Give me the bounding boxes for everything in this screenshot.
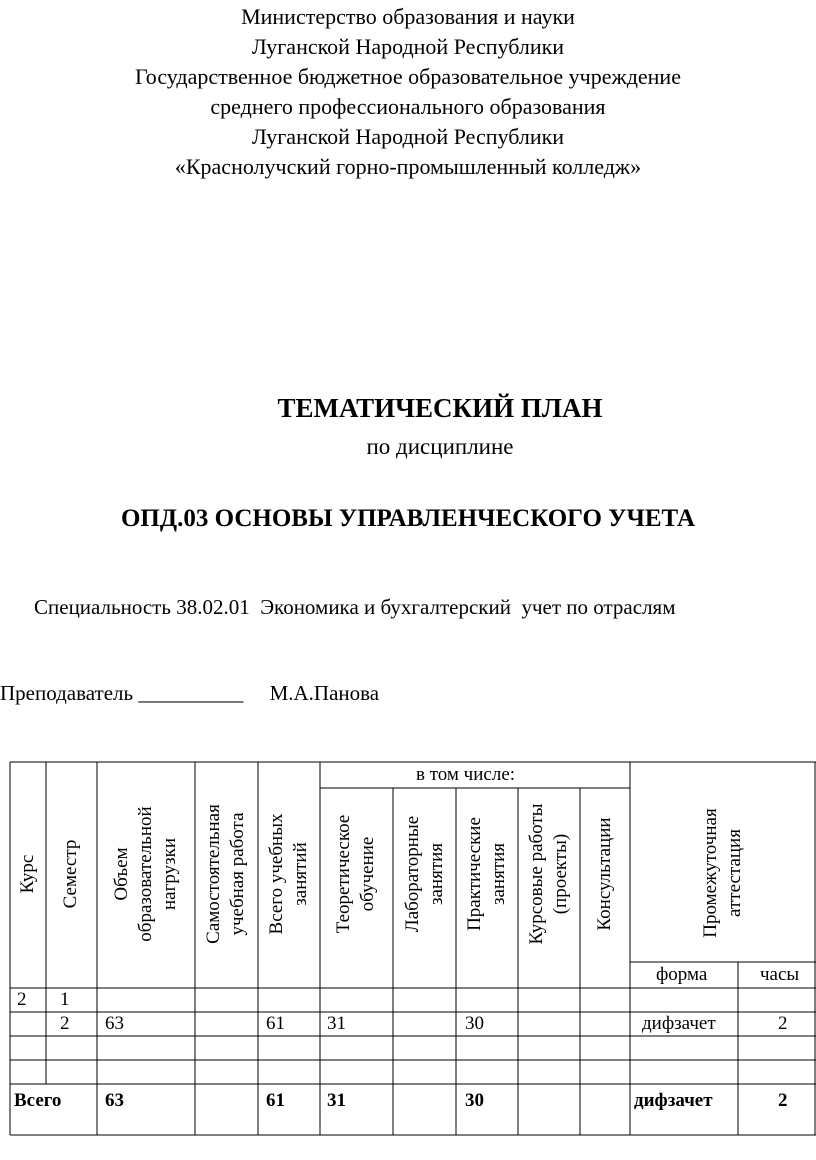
header-line: Государственное бюджетное образовательное учреждение [135,64,681,89]
total-label: Всего [14,1090,62,1111]
col-header-text: Объем [111,847,132,901]
table-cell: 30 [465,1013,484,1034]
col-header-vsego [265,799,313,949]
table-cell: 31 [327,1013,346,1034]
table-cell: 61 [266,1013,285,1034]
total-cell: дифзачет [634,1090,713,1111]
col-header-text: аттестация [724,829,745,917]
col-header-text: нагрузки [159,837,180,911]
col-header-text: Курсовые работы [526,803,547,945]
col-header-forma: форма [656,964,708,985]
col-header-chasy: часы [760,964,800,985]
col-header-kursovye [525,794,573,954]
col-header-text: Семестр [60,839,81,909]
col-header-semestr [59,824,83,924]
col-header-text: занятия [426,842,447,906]
col-header-text: Лабораторные [402,815,423,933]
col-header-text: Теоретическое [333,814,354,934]
col-header-text: учебная работа [227,812,248,936]
col-header-text: занятия [488,842,509,906]
group-header: в том числе: [416,764,516,785]
table-cell: 63 [105,1013,124,1034]
col-header-text: Консультации [594,817,615,931]
table-cell: 1 [60,989,70,1010]
total-cell: 31 [327,1090,346,1111]
col-header-text: Практические [464,817,485,931]
col-header-prakt [463,799,511,949]
col-header-text: Всего учебных [266,813,287,935]
document-subtitle: по дисциплине [366,434,514,459]
document-title: ТЕМАТИЧЕСКИЙ ПЛАН [277,393,603,423]
header-line: Министерство образования и науки [241,4,575,29]
header-line: Луганской Народной Республики [251,124,565,149]
col-header-lab [401,799,449,949]
table-cell: 2 [60,1013,70,1034]
col-header-attest [699,798,747,948]
total-cell: 61 [266,1090,285,1111]
col-header-obem [110,799,182,949]
header-line: «Краснолучский горно-промышленный колледж» [174,154,642,179]
col-header-text: Промежуточная [700,808,721,938]
col-header-kurs [16,824,40,924]
col-header-text: (проекты) [550,833,571,915]
table-cell: дифзачет [642,1013,716,1034]
table-cell: 2 [778,1013,788,1034]
discipline-name: ОПД.03 ОСНОВЫ УПРАВЛЕНЧЕСКОГО УЧЕТА [120,505,695,532]
col-header-text: Самостоятельная [203,804,224,944]
total-cell: 30 [465,1090,484,1111]
col-header-konsult [593,799,617,949]
header-line: среднего профессионального образования [210,94,606,119]
total-cell: 2 [778,1090,788,1111]
col-header-text: обучение [357,836,378,912]
col-header-samost [202,794,250,954]
table-cell: 2 [17,989,27,1010]
specialty-line: Специальность 38.02.01 Экономика и бухгалтерский учет по отраслям [34,595,676,619]
col-header-text: занятий [290,842,311,906]
header-line: Луганской Народной Республики [251,34,565,59]
teacher-line: Преподаватель __________ М.А.Панова [0,681,380,705]
col-header-text: Курс [17,854,38,894]
col-header-teor [332,799,380,949]
total-cell: 63 [105,1090,124,1111]
col-header-text: образовательной [135,806,156,942]
